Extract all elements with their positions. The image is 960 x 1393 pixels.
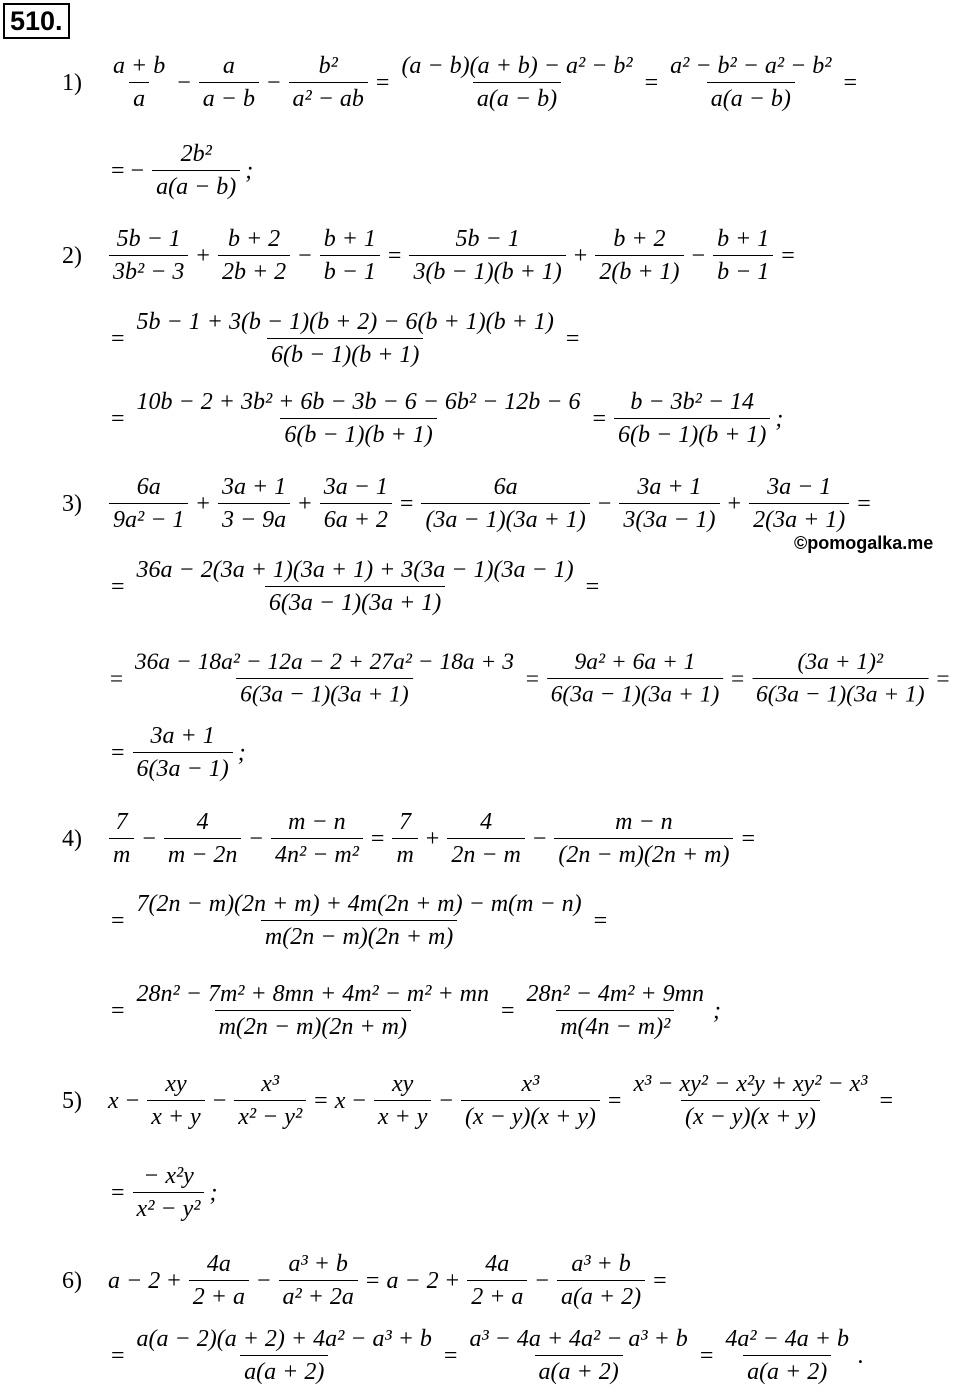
fraction <box>749 473 849 534</box>
equation-line <box>62 980 723 1041</box>
numerator: (3a + 1)² <box>797 649 884 676</box>
operator: − <box>212 1087 227 1114</box>
equation-line <box>62 1325 866 1386</box>
denominator: m(2n − m)(2n + m) <box>215 1010 411 1041</box>
fraction <box>461 1070 600 1131</box>
numerator: 4a² − 4a + b <box>725 1326 849 1352</box>
operator: = <box>111 739 125 766</box>
denominator: 2b + 2 <box>218 255 290 286</box>
denominator: 6(b − 1)(b + 1) <box>614 418 770 449</box>
denominator: 6(b − 1)(b + 1) <box>280 418 436 449</box>
equation-line <box>62 308 584 369</box>
numerator: 28n² − 4m² + 9mn <box>526 981 704 1007</box>
operator: − <box>439 1087 453 1114</box>
fraction <box>629 1070 871 1131</box>
operator: + <box>425 825 440 852</box>
fraction <box>109 473 188 534</box>
denominator: m(4n − m)² <box>556 1010 674 1041</box>
term: x <box>108 1087 119 1114</box>
operator: + <box>196 490 210 517</box>
equation-line <box>62 1070 898 1131</box>
fraction <box>595 225 683 286</box>
numerator: b + 2 <box>227 226 281 252</box>
numerator: 36a − 2(3a + 1)(3a + 1) + 3(3a − 1)(3a − 1) <box>136 557 574 583</box>
operator: = <box>565 325 580 352</box>
operator: − <box>691 242 706 269</box>
operator: + <box>573 242 588 269</box>
equation-line <box>62 140 255 201</box>
fraction <box>131 649 518 709</box>
operator: + <box>196 242 210 269</box>
numerator: b + 1 <box>323 226 376 252</box>
fraction <box>374 1070 432 1131</box>
numerator: 6a <box>493 474 518 500</box>
numerator: 28n² − 7m² + 8mn + 4m² − m² + mn <box>136 981 489 1007</box>
operator: = <box>653 1267 667 1294</box>
fraction <box>392 808 417 869</box>
operator: = <box>111 1179 125 1206</box>
denominator: a(a − b) <box>707 82 795 113</box>
operator: − <box>298 242 312 269</box>
numerator: x³ − xy² − x²y + xy² − x³ <box>633 1071 868 1097</box>
operator: + <box>445 1267 460 1294</box>
numerator: 3a + 1 <box>221 474 287 500</box>
term: ; <box>245 157 254 184</box>
item-label: 1) <box>62 69 82 96</box>
operator: = <box>500 997 515 1024</box>
operator: = <box>111 573 125 600</box>
fraction <box>133 388 585 449</box>
numerator: 36a − 18a² − 12a − 2 + 27a² − 18a + 3 <box>134 649 514 676</box>
operator: − <box>535 1267 549 1294</box>
fraction <box>133 980 493 1041</box>
operator: = <box>699 1342 714 1369</box>
denominator: 3 − 9a <box>218 503 290 534</box>
watermark: ©pomogalka.me <box>794 533 934 553</box>
fraction <box>109 225 188 286</box>
operator: + <box>298 490 312 517</box>
numerator: a³ + b <box>571 1251 631 1277</box>
operator: = − <box>111 157 145 184</box>
operator: = <box>857 490 871 517</box>
operator: = <box>843 69 858 96</box>
item-label: 4) <box>62 825 82 852</box>
fraction <box>447 808 525 869</box>
numerator: 5b − 1 <box>116 226 181 252</box>
numerator: 3a + 1 <box>150 723 215 749</box>
operator: − <box>256 1267 271 1294</box>
denominator: a(a + 2) <box>743 1355 831 1386</box>
denominator: x² − y² <box>133 1192 205 1223</box>
fraction <box>409 225 565 286</box>
term: x <box>334 1087 346 1114</box>
numerator: 5b − 1 + 3(b − 1)(b + 2) − 6(b + 1)(b + 1) <box>136 309 554 335</box>
operator: = <box>525 665 539 692</box>
fraction <box>234 1070 306 1131</box>
operator: = <box>644 69 659 96</box>
fraction <box>133 890 586 951</box>
denominator: a(a + 2) <box>535 1355 623 1386</box>
operator: + <box>167 1267 181 1294</box>
fraction <box>133 1325 436 1386</box>
operator: = <box>375 69 390 96</box>
fraction <box>279 1250 358 1311</box>
denominator: m − 2n <box>164 838 242 869</box>
numerator: a³ − 4a + 4a² − a³ + b <box>469 1326 688 1352</box>
equation-line <box>62 890 612 951</box>
denominator: 6(3a − 1)(3a + 1) <box>265 586 445 617</box>
equation-line <box>62 1162 219 1223</box>
numerator: a <box>222 53 235 79</box>
fraction <box>218 473 290 534</box>
equation-line <box>62 722 248 783</box>
operator: = <box>109 665 124 692</box>
denominator: 6a + 2 <box>320 503 392 534</box>
operator: − <box>249 825 263 852</box>
denominator: (3a − 1)(3a + 1) <box>421 503 589 534</box>
operator: − <box>125 1087 140 1114</box>
denominator: x + y <box>147 1100 205 1131</box>
term: ; <box>712 997 721 1024</box>
numerator: 7 <box>399 809 412 835</box>
fraction <box>133 556 578 617</box>
equation-line <box>62 388 785 449</box>
fraction <box>752 649 928 709</box>
operator: = <box>111 325 125 352</box>
denominator: 6(3a − 1)(3a + 1) <box>752 678 928 708</box>
numerator: 4a <box>206 1251 231 1277</box>
numerator: − x²y <box>143 1163 194 1189</box>
term: a − 2 <box>386 1267 439 1294</box>
numerator: 9a² + 6a + 1 <box>574 649 696 676</box>
term: a − 2 <box>108 1267 161 1294</box>
fraction <box>320 225 380 286</box>
fraction <box>397 52 636 113</box>
numerator: 4a <box>485 1251 510 1277</box>
numerator: 7(2n − m)(2n + m) + 4m(2n + m) − m(m − n) <box>136 891 582 917</box>
denominator: (x − y)(x + y) <box>681 1100 820 1131</box>
operator: − <box>142 825 156 852</box>
fraction <box>467 1250 527 1311</box>
denominator: 2 + a <box>189 1280 249 1311</box>
numerator: 4 <box>196 809 209 835</box>
numerator: x³ <box>521 1071 540 1097</box>
denominator: a² − ab <box>289 82 368 113</box>
fraction <box>189 1250 249 1311</box>
term: ; <box>237 739 246 766</box>
fraction <box>152 140 240 201</box>
term: . <box>857 1342 864 1369</box>
denominator: a(a + 2) <box>557 1280 645 1311</box>
denominator: 2n − m <box>447 838 525 869</box>
operator: = <box>443 1342 458 1369</box>
fraction <box>164 808 242 869</box>
denominator: 2(b + 1) <box>595 255 683 286</box>
numerator: a + b <box>113 53 166 79</box>
fraction <box>133 1162 205 1223</box>
denominator: m <box>392 838 417 869</box>
numerator: x³ <box>261 1071 280 1097</box>
numerator: b − 3b² − 14 <box>630 389 755 415</box>
operator: − <box>177 69 191 96</box>
denominator: a <box>129 82 149 113</box>
denominator: 6(3a − 1)(3a + 1) <box>547 678 723 708</box>
denominator: 6(3a − 1) <box>133 752 233 783</box>
denominator: 3b² − 3 <box>109 255 188 286</box>
numerator: (a − b)(a + b) − a² − b² <box>401 53 633 79</box>
denominator: a − b <box>199 82 259 113</box>
denominator: 2(3a + 1) <box>749 503 849 534</box>
equation-line <box>62 649 954 709</box>
fraction <box>289 52 368 113</box>
numerator: 3a − 1 <box>767 474 832 500</box>
denominator: m(2n − m)(2n + m) <box>261 920 457 951</box>
numerator: 3a + 1 <box>637 474 702 500</box>
fraction <box>271 808 363 869</box>
fraction <box>547 649 723 709</box>
numerator: a³ + b <box>288 1251 348 1277</box>
operator: = <box>387 242 402 269</box>
fraction <box>147 1070 205 1131</box>
item-label: 3) <box>62 490 82 517</box>
operator: = <box>781 242 795 269</box>
numerator: 10b − 2 + 3b² + 6b − 3b − 6 − 6b² − 12b − 6 <box>136 389 581 415</box>
denominator: 3(3a − 1) <box>619 503 719 534</box>
problem-number: 510. <box>3 3 70 39</box>
equation-line <box>62 225 800 286</box>
operator: = <box>731 665 745 692</box>
numerator: 4 <box>480 809 493 835</box>
term: ; <box>775 405 784 432</box>
operator: = <box>365 1267 380 1294</box>
numerator: 3a − 1 <box>323 474 388 500</box>
item-label: 2) <box>62 242 82 269</box>
operator: = <box>111 997 125 1024</box>
fraction <box>465 1325 691 1386</box>
denominator: a² + 2a <box>279 1280 358 1311</box>
fraction <box>614 388 770 449</box>
operator: − <box>266 69 281 96</box>
denominator: 2 + a <box>467 1280 527 1311</box>
item-label: 6) <box>62 1267 82 1294</box>
numerator: a(a − 2)(a + 2) + 4a² − a³ + b <box>136 1326 432 1352</box>
numerator: xy <box>391 1071 414 1097</box>
numerator: 5b − 1 <box>455 226 520 252</box>
fraction <box>320 473 392 534</box>
operator: = <box>936 665 950 692</box>
denominator: a(a − b) <box>152 170 240 201</box>
numerator: b² <box>318 53 338 79</box>
denominator: a(a − b) <box>473 82 561 113</box>
numerator: 2b² <box>180 141 212 167</box>
operator: − <box>597 490 612 517</box>
operator: = <box>314 1087 328 1114</box>
numerator: 7 <box>115 809 128 835</box>
operator: = <box>607 1087 622 1114</box>
operator: = <box>111 1342 125 1369</box>
operator: = <box>741 825 755 852</box>
fraction <box>133 722 233 783</box>
denominator: b − 1 <box>320 255 380 286</box>
numerator: a² − b² − a² − b² <box>670 53 832 79</box>
denominator: 6(3a − 1)(3a + 1) <box>236 678 412 708</box>
fraction <box>666 52 835 113</box>
fraction <box>557 1250 645 1311</box>
operator: − <box>352 1087 366 1114</box>
denominator: (2n − m)(2n + m) <box>554 838 733 869</box>
operator: = <box>111 405 125 432</box>
fraction <box>619 473 719 534</box>
numerator: m − n <box>615 809 673 835</box>
denominator: (x − y)(x + y) <box>461 1100 600 1131</box>
operator: + <box>727 490 742 517</box>
denominator: m <box>109 838 134 869</box>
denominator: 4n² − m² <box>271 838 363 869</box>
item-label: 5) <box>62 1087 82 1114</box>
operator: = <box>111 907 125 934</box>
equation-line <box>62 808 760 869</box>
operator: − <box>532 825 547 852</box>
operator: = <box>399 490 414 517</box>
fraction <box>713 225 773 286</box>
fraction <box>721 1325 853 1386</box>
denominator: a(a + 2) <box>240 1355 328 1386</box>
fraction <box>199 52 259 113</box>
numerator: b + 1 <box>717 226 770 252</box>
fraction <box>133 308 558 369</box>
denominator: b − 1 <box>713 255 773 286</box>
denominator: x + y <box>374 1100 432 1131</box>
numerator: 6a <box>136 474 161 500</box>
fraction <box>109 52 169 113</box>
fraction <box>109 808 134 869</box>
denominator: 9a² − 1 <box>109 503 188 534</box>
equation-line <box>62 473 876 534</box>
operator: = <box>585 573 600 600</box>
numerator: xy <box>165 1071 187 1097</box>
operator: = <box>593 907 608 934</box>
denominator: 6(b − 1)(b + 1) <box>267 338 423 369</box>
equation-line <box>62 52 862 113</box>
numerator: b + 2 <box>613 226 666 252</box>
term: ; <box>209 1179 218 1206</box>
denominator: 3(b − 1)(b + 1) <box>409 255 565 286</box>
equation-line <box>62 556 604 617</box>
operator: = <box>370 825 385 852</box>
operator: = <box>592 405 607 432</box>
fraction <box>421 473 589 534</box>
equation-line <box>62 1250 672 1311</box>
numerator: m − n <box>288 809 346 835</box>
operator: = <box>879 1087 893 1114</box>
fraction <box>554 808 733 869</box>
fraction <box>523 980 708 1041</box>
fraction <box>218 225 290 286</box>
denominator: x² − y² <box>234 1100 306 1131</box>
